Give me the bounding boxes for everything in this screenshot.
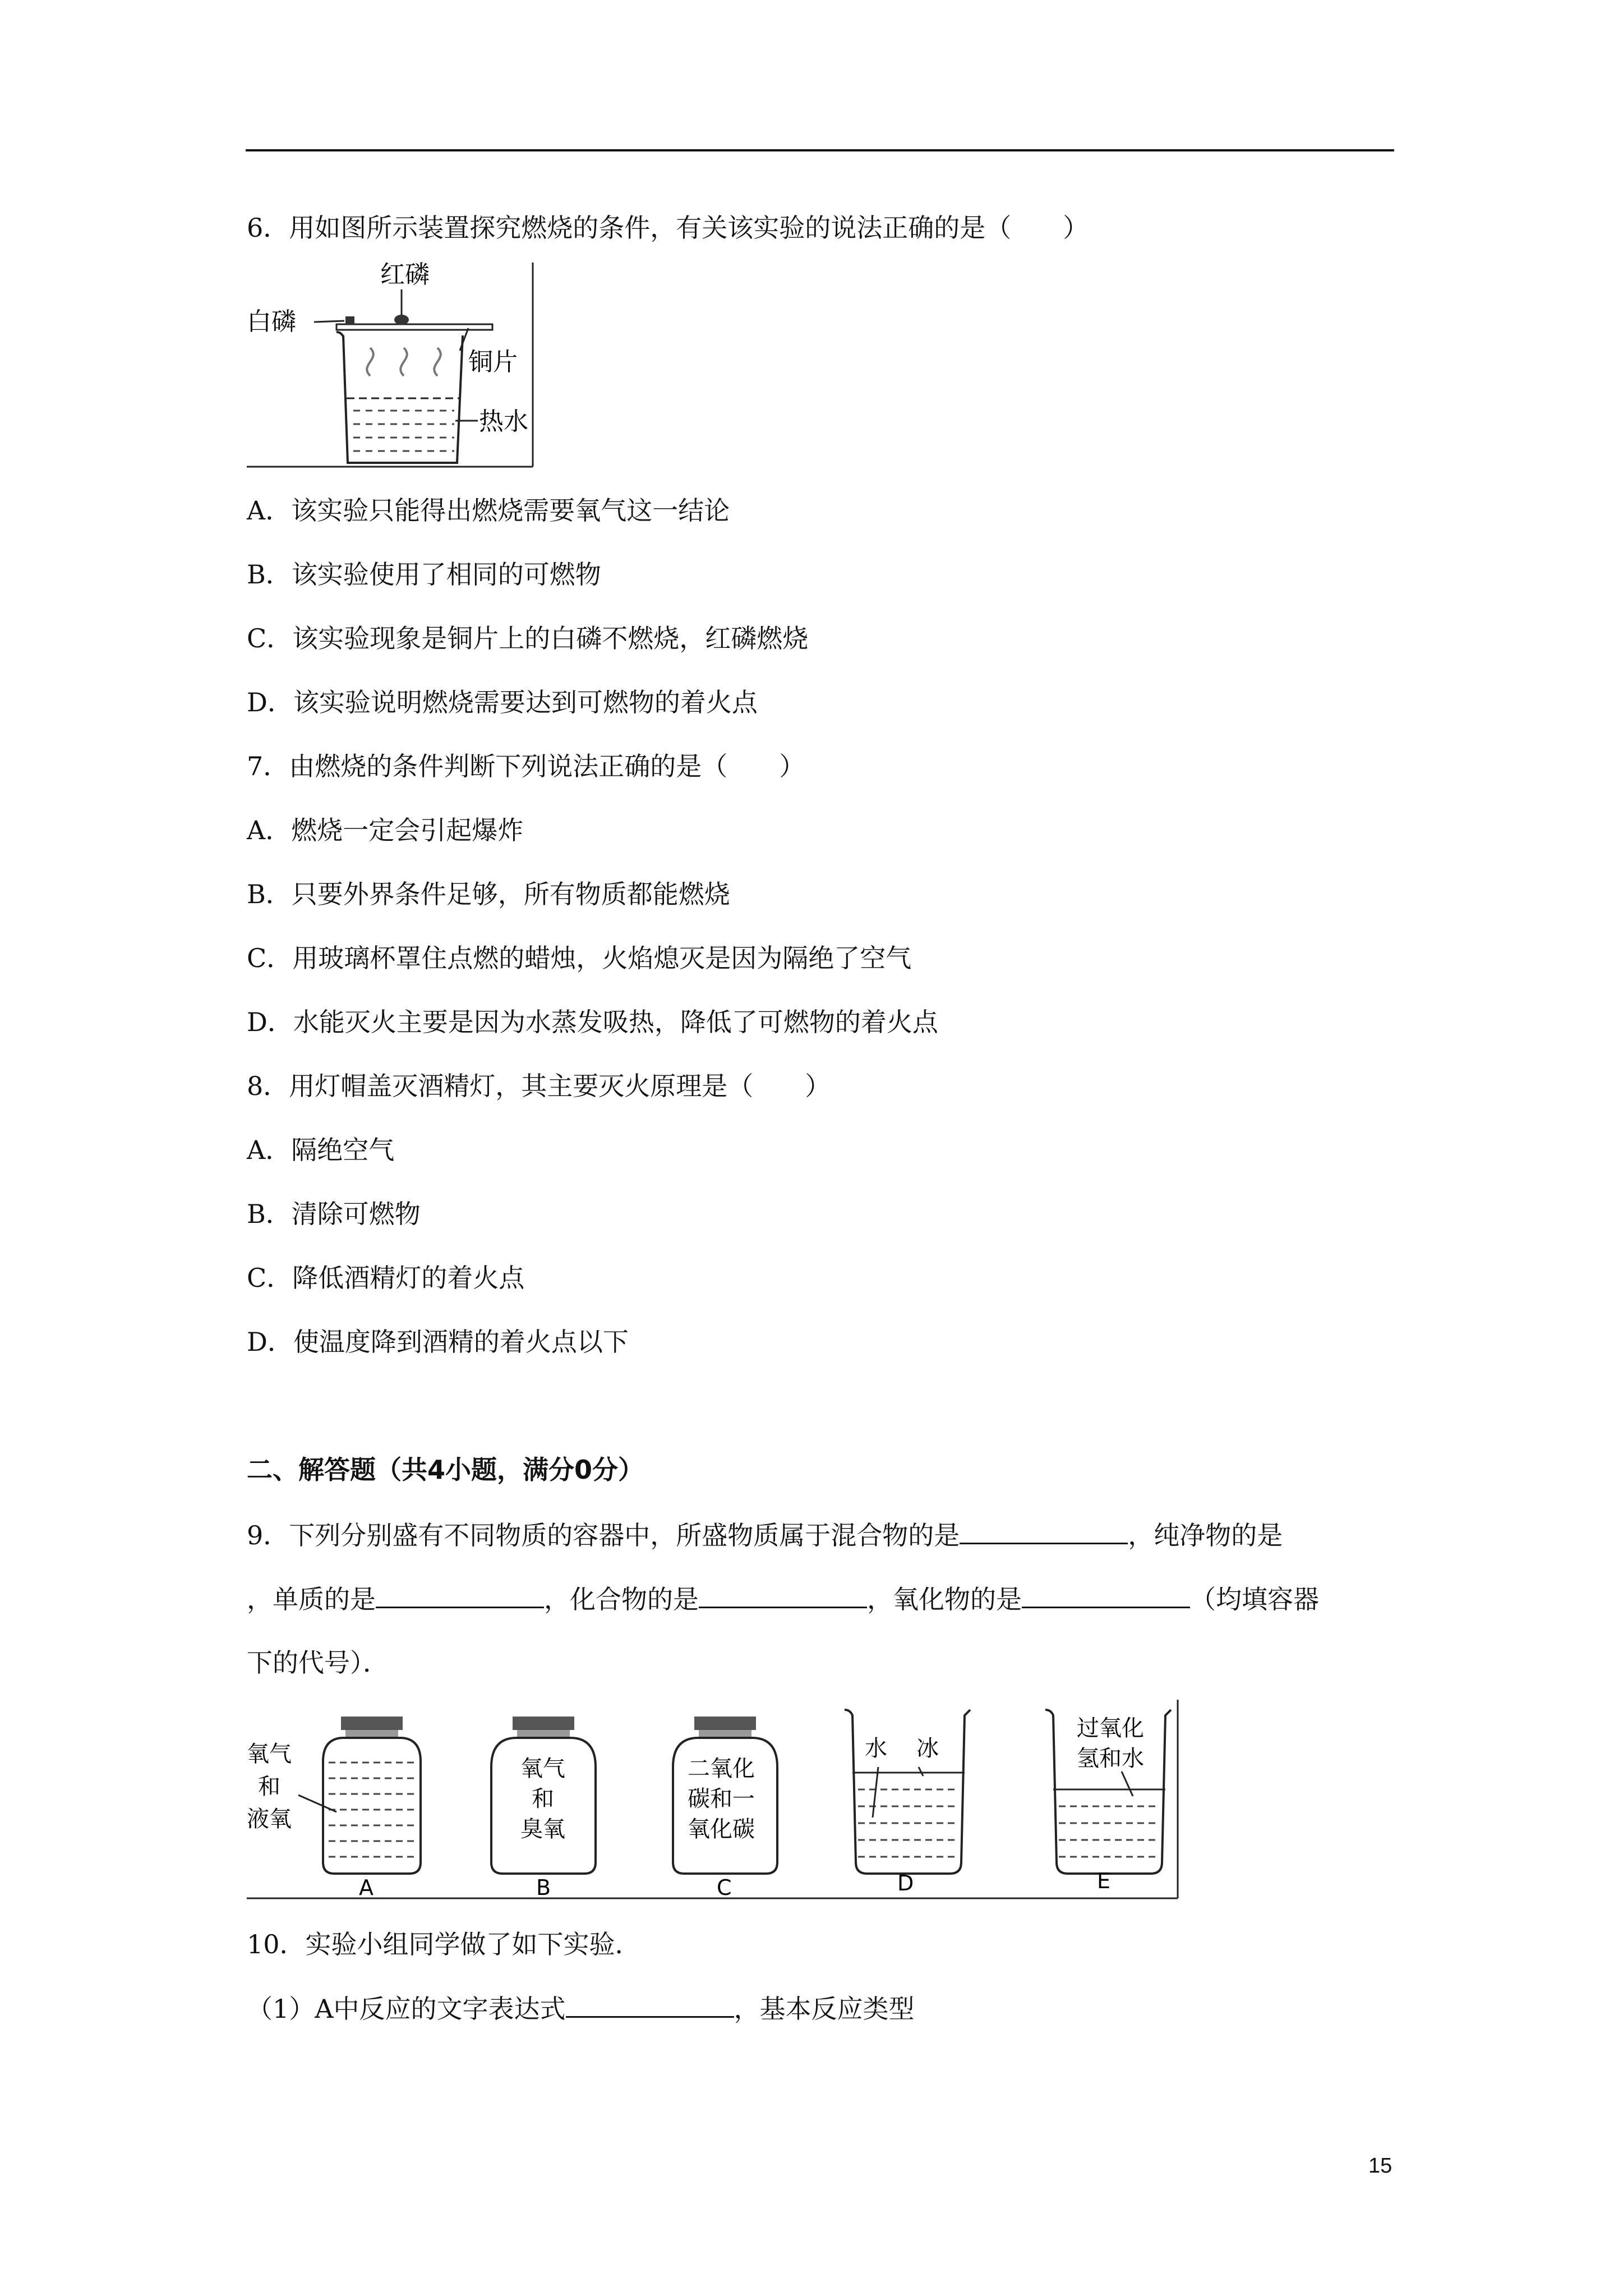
q8-stem: 8．用灯帽盖灭酒精灯，其主要灭火原理是（ ） — [247, 1071, 831, 1101]
q8-option-c: C．降低酒精灯的着火点 — [247, 1263, 525, 1293]
container-a-content-1: 氧气 — [247, 1741, 292, 1767]
container-b-letter: B — [536, 1875, 551, 1900]
q10-sub1-text-1: （1）A中反应的文字表达式 — [247, 1994, 566, 2024]
label-copper-sheet: 铜片 — [468, 348, 518, 376]
header-rule — [246, 149, 1394, 151]
container-d-content-2: 冰 — [916, 1736, 939, 1761]
q9-line-2 — [247, 1582, 1319, 1616]
q9-blank-mixture — [960, 1518, 1128, 1544]
q10-blank-expression — [566, 1991, 734, 2018]
container-e-content-1: 过氧化 — [1077, 1715, 1144, 1741]
q9-blank-oxide — [1022, 1582, 1190, 1608]
q7-option-d: D．水能灭火主要是因为水蒸发吸热，降低了可燃物的着火点 — [247, 1007, 938, 1037]
q8-option-b: B．清除可燃物 — [247, 1199, 421, 1229]
container-a-content-3: 液氧 — [247, 1806, 292, 1832]
q7-option-c: C．用玻璃杯罩住点燃的蜡烛，火焰熄灭是因为隔绝了空气 — [247, 943, 912, 973]
q9-blank-element — [376, 1582, 544, 1608]
label-white-phosphorus: 白磷 — [247, 307, 296, 336]
container-c-content-1: 二氧化 — [688, 1756, 755, 1782]
page-number: 15 — [1368, 2154, 1393, 2178]
container-a-content-2: 和 — [258, 1774, 280, 1800]
container-b-content-3: 臭氧 — [520, 1816, 565, 1842]
q9-line-3: 下的代号）． — [247, 1648, 389, 1678]
container-b — [491, 1717, 596, 1900]
container-a — [247, 1717, 421, 1900]
section-title: 二、解答题（共4小题，满分0分） — [247, 1455, 644, 1485]
q9-text-1: 9．下列分别盛有不同物质的容器中，所盛物质属于混合物的是 — [247, 1520, 960, 1550]
q6-option-b: B．该实验使用了相同的可燃物 — [247, 559, 601, 590]
container-d-content-1: 水 — [865, 1736, 887, 1761]
q9-text-6: （均填容器 — [1190, 1584, 1319, 1614]
q6-stem: 6．用如图所示装置探究燃烧的条件，有关该实验的说法正确的是（ ） — [247, 213, 1089, 243]
q9-blank-compound — [699, 1582, 867, 1608]
q10-sub1-text-2: ，基本反应类型 — [734, 1994, 915, 2024]
container-d — [845, 1710, 970, 1895]
label-hot-water: 热水 — [479, 407, 528, 436]
container-b-content-2: 和 — [532, 1786, 554, 1812]
q9-figure-containers — [247, 1700, 1183, 1902]
container-e — [1045, 1710, 1171, 1893]
q6-option-c: C．该实验现象是铜片上的白磷不燃烧，红磷燃烧 — [247, 623, 809, 654]
q6-figure-burning-apparatus — [247, 258, 538, 471]
container-b-content-1: 氧气 — [520, 1756, 565, 1782]
container-d-letter: D — [897, 1871, 914, 1895]
q9-line-1 — [247, 1518, 1283, 1552]
label-red-phosphorus: 红磷 — [380, 260, 430, 289]
container-c — [673, 1717, 777, 1900]
q7-option-b: B．只要外界条件足够，所有物质都能燃烧 — [247, 879, 730, 909]
q9-text-2: ，纯净物的是 — [1128, 1520, 1283, 1550]
container-e-content-2: 氢和水 — [1077, 1746, 1144, 1772]
container-a-letter: A — [359, 1875, 374, 1900]
q10-stem: 10．实验小组同学做了如下实验． — [247, 1929, 641, 1959]
q9-text-5: ，氧化物的是 — [867, 1584, 1022, 1614]
q8-option-d: D．使温度降到酒精的着火点以下 — [247, 1327, 629, 1357]
q9-text-4: ，化合物的是 — [544, 1584, 699, 1614]
q6-option-a: A．该实验只能得出燃烧需要氧气这一结论 — [247, 495, 730, 526]
container-c-letter: C — [717, 1875, 732, 1900]
q6-option-d: D．该实验说明燃烧需要达到可燃物的着火点 — [247, 687, 758, 717]
q10-sub1 — [247, 1991, 915, 2026]
container-c-content-3: 氧化碳 — [688, 1816, 755, 1842]
q7-stem: 7．由燃烧的条件判断下列说法正确的是（ ） — [247, 751, 805, 781]
container-c-content-2: 碳和一 — [688, 1786, 755, 1812]
q9-text-3: ，单质的是 — [247, 1584, 376, 1614]
q7-option-a: A．燃烧一定会引起爆炸 — [247, 815, 524, 845]
container-e-letter: E — [1097, 1869, 1111, 1893]
q8-option-a: A．隔绝空气 — [247, 1135, 395, 1165]
